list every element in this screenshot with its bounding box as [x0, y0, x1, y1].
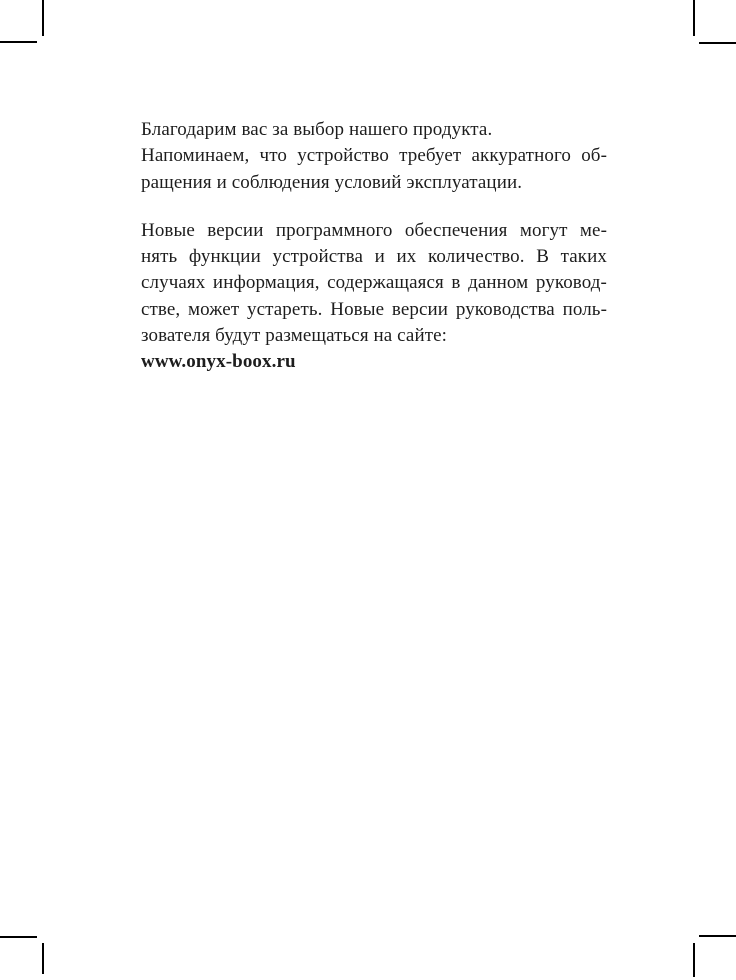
crop-mark-bottom-right-vertical [693, 943, 695, 977]
text-line: Новые версии программного обеспечения могут ме- [141, 219, 607, 241]
crop-mark-top-right-vertical [693, 0, 695, 36]
paragraph-software-versions [141, 218, 607, 376]
text-line: Благодарим вас за выбор нашего продукта. [141, 119, 493, 140]
crop-mark-top-left-horizontal [0, 41, 37, 43]
page-text-column [141, 117, 607, 376]
text-line: зователя будут размещаться на сайте: [141, 325, 448, 347]
paragraph-thanks [141, 117, 607, 196]
crop-mark-bottom-left-horizontal [0, 936, 37, 938]
text-line: ращения и соблюдения условий эксплуатации. [141, 171, 523, 193]
text-line: нять функции устройства и их количество. В таких [141, 246, 607, 268]
text-line: случаях информация, содержащаяся в данном руковод- [141, 272, 607, 294]
crop-mark-bottom-right-horizontal [699, 935, 736, 937]
text-line: стве, может устареть. Новые версии руководства поль- [141, 298, 607, 320]
crop-mark-top-left-vertical [42, 0, 44, 36]
website-url: www.onyx-boox.ru [141, 351, 296, 373]
crop-mark-bottom-left-vertical [42, 943, 44, 974]
text-line: Напоминаем, что устройство требует аккуратного об- [141, 145, 607, 167]
crop-mark-top-right-horizontal [699, 42, 736, 44]
